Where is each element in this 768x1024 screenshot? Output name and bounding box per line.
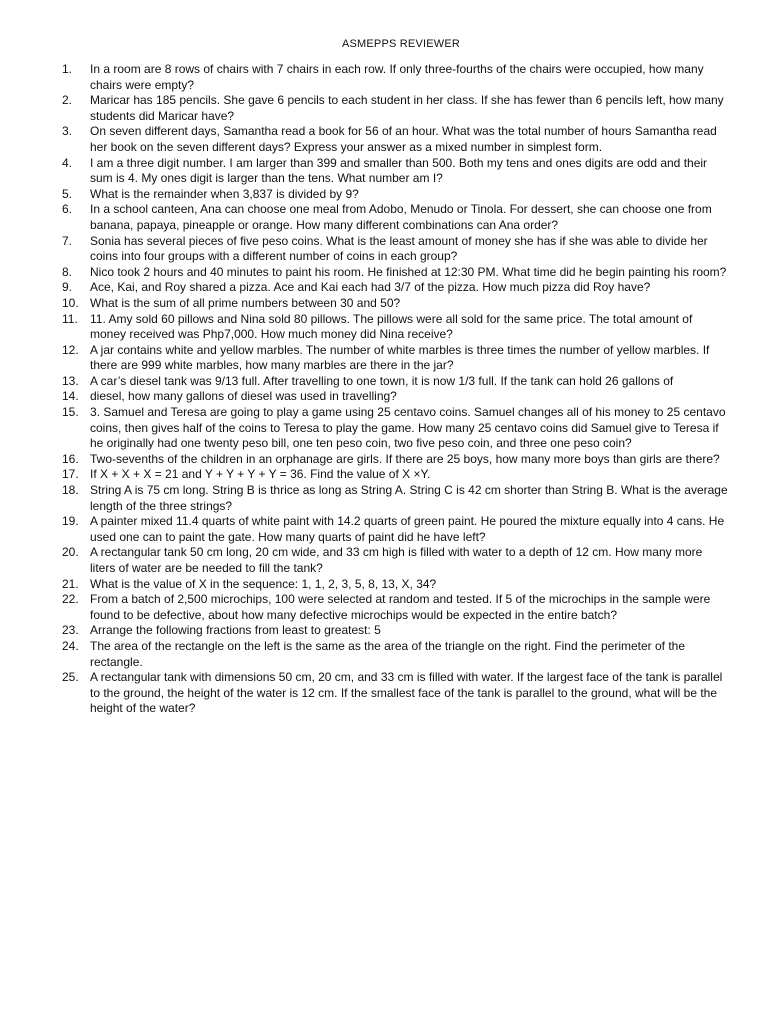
question-number: 22. [62, 592, 79, 607]
question-item [62, 483, 728, 514]
question-number: 14. [62, 389, 79, 404]
question-text: diesel, how many gallons of diesel was used in travelling? [90, 389, 397, 404]
question-item [62, 514, 728, 545]
question-item [62, 389, 728, 405]
question-item [62, 670, 728, 717]
question-number: 17. [62, 467, 79, 482]
question-item [62, 343, 728, 374]
question-number: 7. [62, 233, 73, 248]
question-text: In a school canteen, Ana can choose one meal from Adobo, Menudo or Tinola. For dessert, she can choose one from banana, papaya, pineapple or orange. How many different combinations can Ana order? [90, 202, 712, 232]
question-text: In a room are 8 rows of chairs with 7 chairs in each row. If only three-fourths of the chairs were occupied, how many chairs were empty? [90, 62, 704, 92]
question-text: Two-sevenths of the children in an orphanage are girls. If there are 25 boys, how many more boys than girls are there? [90, 451, 720, 466]
question-item [62, 187, 728, 203]
question-number: 2. [62, 93, 73, 108]
question-item [62, 623, 728, 639]
question-item [62, 156, 728, 187]
question-item [62, 545, 728, 576]
question-number: 15. [62, 405, 79, 420]
question-text: 11. Amy sold 60 pillows and Nina sold 80 pillows. The pillows were all sold for the same price. The total amount of money received was Php7,000. How much money did Nina receive? [90, 311, 693, 342]
question-item [62, 312, 728, 343]
question-number: 6. [62, 202, 73, 217]
question-number: 11. [62, 311, 78, 326]
question-number: 16. [62, 451, 79, 466]
question-item [62, 639, 728, 670]
question-number: 18. [62, 483, 79, 498]
question-item [62, 265, 728, 281]
question-list [62, 62, 728, 717]
question-text: From a batch of 2,500 microchips, 100 were selected at random and tested. If 5 of the microchips in the sample were found to be defective, about how many defective microchips would be expected in the entire batch? [90, 592, 711, 622]
question-item [62, 374, 728, 390]
question-item [62, 467, 728, 483]
question-number: 23. [62, 623, 79, 638]
question-text: Nico took 2 hours and 40 minutes to paint his room. He finished at 12:30 PM. What time did he begin painting his room? [90, 264, 727, 279]
question-number: 10. [62, 295, 79, 310]
question-item [62, 452, 728, 468]
question-text: A rectangular tank with dimensions 50 cm, 20 cm, and 33 cm is filled with water. If the largest face of the tank is parallel to the ground, the height of the water is 12 cm. If the smallest face of the tank is parallel to the ground, what will be the height of the water? [90, 670, 723, 716]
question-item [62, 577, 728, 593]
question-text: A painter mixed 11.4 quarts of white paint with 14.2 quarts of green paint. He poured the mixture equally into 4 cans. He used one can to paint the gate. How many quarts of paint did he have left? [90, 514, 725, 544]
question-text: Ace, Kai, and Roy shared a pizza. Ace and Kai each had 3/7 of the pizza. How much pizza did Roy have? [90, 280, 651, 295]
question-number: 25. [62, 670, 79, 685]
question-item [62, 592, 728, 623]
question-number: 21. [62, 576, 79, 591]
question-text: On seven different days, Samantha read a book for 56 of an hour. What was the total number of hours Samantha read her book on the seven different days? Express your answer as a mixed number in simplest form. [90, 124, 717, 154]
question-text: What is the value of X in the sequence: 1, 1, 2, 3, 5, 8, 13, X, 34? [90, 576, 437, 591]
question-text: Sonia has several pieces of five peso coins. What is the least amount of money she has if she was able to divide her coins into four groups with a different number of coins in each group? [90, 233, 708, 264]
question-text: A jar contains white and yellow marbles. The number of white marbles is three times the number of yellow marbles. If there are 999 white marbles, how many marbles are there in the jar? [90, 342, 710, 373]
question-text: 3. Samuel and Teresa are going to play a game using 25 centavo coins. Samuel changes all of his money to 25 centavo coins, then gives half of the coins to Teresa to play the game. How many 25 centavo coins did Samuel give to Teresa if he originally had one twenty peso bill, one ten peso coin, two five peso coin, and three one peso coin? [90, 405, 726, 451]
question-number: 12. [62, 342, 79, 357]
question-item [62, 124, 728, 155]
question-number: 5. [62, 186, 73, 201]
question-item [62, 280, 728, 296]
question-number: 1. [62, 62, 73, 76]
question-item [62, 62, 728, 93]
question-text: If X + X + X = 21 and Y + Y + Y + Y = 36. Find the value of X ×Y. [90, 467, 431, 482]
question-number: 24. [62, 638, 79, 653]
question-item [62, 202, 728, 233]
question-text: What is the sum of all prime numbers between 30 and 50? [90, 295, 401, 310]
question-text: The area of the rectangle on the left is the same as the area of the triangle on the right. Find the perimeter of the rectangle. [90, 638, 686, 669]
question-number: 13. [62, 373, 79, 388]
question-number: 20. [62, 545, 79, 560]
page-title: ASMEPPS REVIEWER [341, 38, 461, 50]
question-text: A car’s diesel tank was 9/13 full. After travelling to one town, it is now 1/3 full. If the tank can hold 26 gallons of [90, 373, 674, 388]
question-text: Maricar has 185 pencils. She gave 6 pencils to each student in her class. If she has fewer than 6 pencils left, how many students did Maricar have? [90, 93, 724, 123]
question-item [62, 93, 728, 124]
question-number: 19. [62, 514, 79, 529]
question-number: 8. [62, 264, 73, 279]
question-text: Arrange the following fractions from least to greatest: 5 [90, 623, 381, 638]
question-text: A rectangular tank 50 cm long, 20 cm wide, and 33 cm high is filled with water to a depth of 12 cm. How many more liters of water are be needed to fill the tank? [90, 545, 703, 575]
question-number: 4. [62, 155, 73, 170]
question-text: String A is 75 cm long. String B is thrice as long as String A. String C is 42 cm shorter than String B. What is the average length of the three strings? [90, 483, 728, 513]
question-item [62, 296, 728, 312]
question-number: 9. [62, 280, 73, 295]
question-text: What is the remainder when 3,837 is divided by 9? [90, 186, 359, 201]
question-text: I am a three digit number. I am larger than 399 and smaller than 500. Both my tens and ones digits are odd and their sum is 4. My ones digit is larger than the tens. What number am I? [90, 155, 708, 186]
question-number: 3. [62, 124, 73, 139]
question-item [62, 405, 728, 452]
question-item [62, 234, 728, 265]
